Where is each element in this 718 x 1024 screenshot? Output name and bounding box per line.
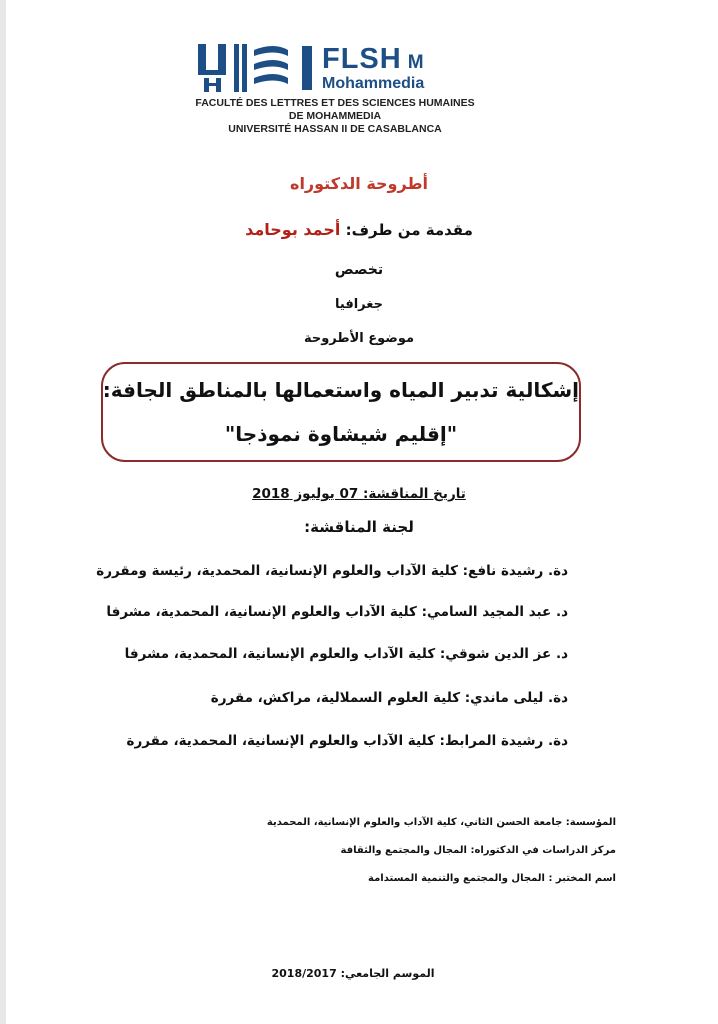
presented-by <box>0 220 718 239</box>
jury-heading: لجنة المناقشة: <box>304 518 414 536</box>
jury-member: د. عز الدين شوقي: كلية الآداب والعلوم الإنسانية، المحمدية، مشرفا <box>124 646 568 662</box>
thesis-title-box <box>101 362 581 462</box>
jury-member: دة. ليلى ماندي: كلية العلوم السملالية، مراكش، مقررة <box>210 690 568 706</box>
uh2-logo-mark <box>196 42 294 94</box>
defense-date: تاريخ المناقشة: 07 يوليوز 2018 <box>252 486 466 502</box>
specialty: جغرافيا <box>335 297 383 312</box>
flsh-logo <box>196 42 486 94</box>
footer-institution: المؤسسة: جامعة الحسن الثاني، كلية الآداب والعلوم الإنسانية، المحمدية <box>266 817 616 828</box>
logo-divider <box>302 46 312 90</box>
academic-year: الموسم الجامعي: 2018/2017 <box>271 967 435 980</box>
thesis-title-line1: إشكالية تدبير المياه واستعمالها بالمناطق الجافة: <box>102 378 579 402</box>
jury-member: دة. رشيدة نافع: كلية الآداب والعلوم الإنسانية، المحمدية، رئيسة ومقررة <box>96 563 568 579</box>
page-edge-shadow <box>0 0 6 1024</box>
subject-label: موضوع الأطروحة <box>303 331 415 346</box>
logo-wordmark: FLSH M <box>322 43 425 75</box>
presented-by-label: مقدمة من طرف: <box>345 221 473 239</box>
thesis-title-line2: "إقليم شيشاوة نموذجا" <box>224 422 458 446</box>
logo-subtitle: Mohammedia <box>322 75 425 92</box>
university-name: UNIVERSITÉ HASSAN II DE CASABLANCA <box>228 123 442 135</box>
author-name: أحمد بوحامد <box>245 220 341 239</box>
thesis-type: أطروحة الدكتوراه <box>290 174 428 193</box>
footer-doctoral-center: مركز الدراسات في الدكتوراه: المجال والمجتمع والثقافة <box>340 845 616 856</box>
jury-member: دة. رشيدة المرابط: كلية الآداب والعلوم الإنسانية، المحمدية، مقررة <box>126 733 568 749</box>
specialty-label: تخصص <box>334 262 384 278</box>
faculty-name: FACULTÉ DES LETTRES ET DES SCIENCES HUMAINES <box>195 97 475 109</box>
jury-member: د. عبد المجيد السامي: كلية الآداب والعلوم الإنسانية، المحمدية، مشرفا <box>106 604 568 620</box>
faculty-city: DE MOHAMMEDIA <box>288 110 382 122</box>
footer-lab: اسم المختبر : المجال والمجتمع والتنمية المستدامة <box>368 873 616 884</box>
